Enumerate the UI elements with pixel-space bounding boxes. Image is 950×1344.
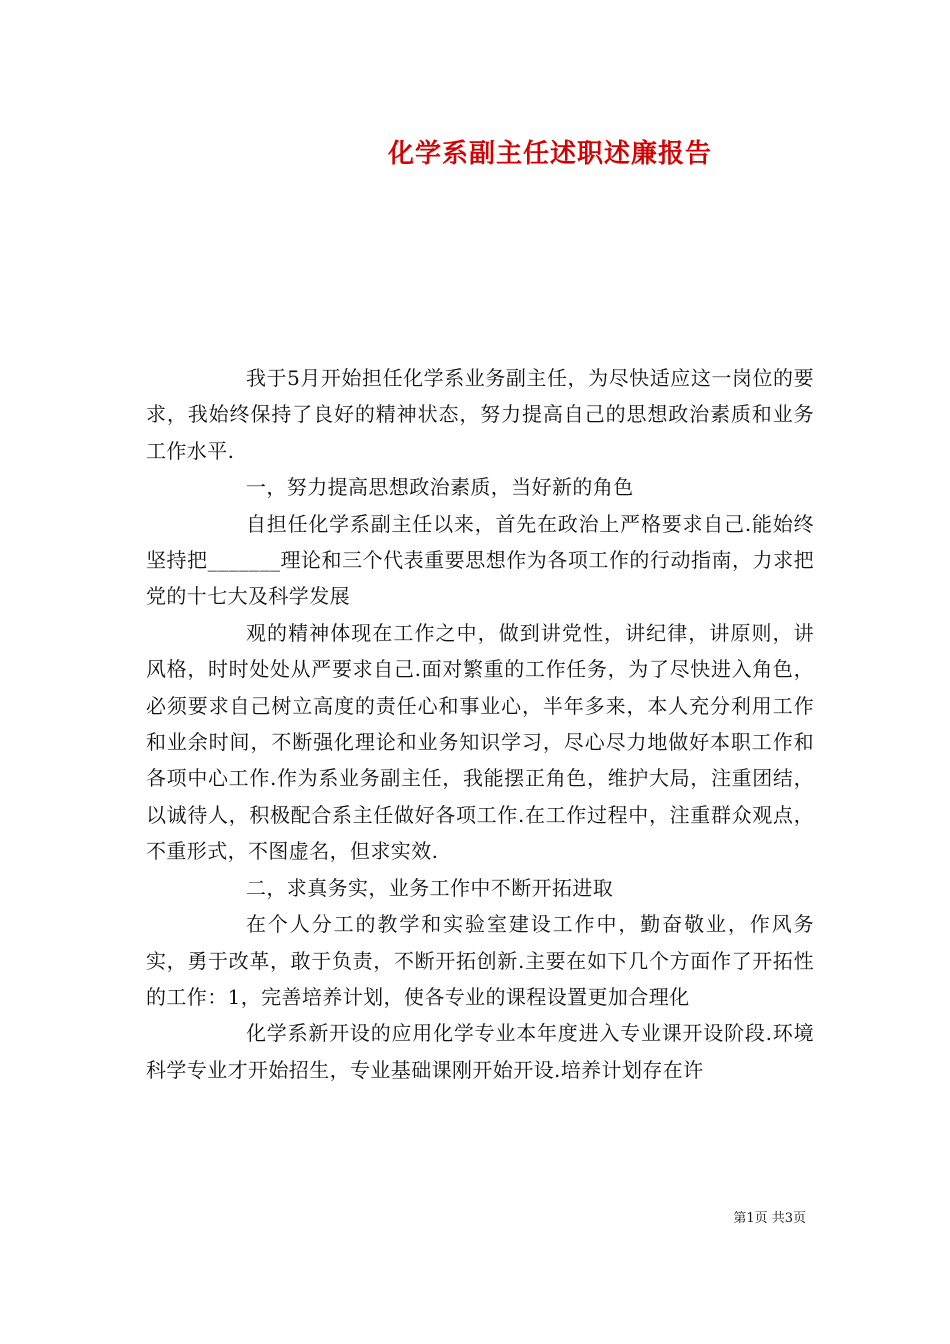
document-title: 化学系副主任述职述廉报告: [387, 139, 712, 169]
document-body: [146, 360, 814, 1088]
paragraph: 化学系新开设的应用化学专业本年度进入专业课开设阶段.环境科学专业才开始招生，专业基础课刚开始开设.培养计划存在许: [146, 1021, 814, 1082]
section-heading: 一，努力提高思想政治素质，当好新的角色: [246, 475, 634, 500]
page-number: 第1页 共3页: [733, 1211, 806, 1226]
paragraph: 在个人分工的教学和实验室建设工作中，勤奋敬业，作风务实，勇于改革，敢于负责，不断开拓创新.主要在如下几个方面作了开拓性的工作：1，完善培养计划，使各专业的课程设置更加合理化: [146, 912, 814, 1009]
paragraph: 观的精神体现在工作之中，做到讲党性，讲纪律，讲原则，讲风格，时时处处从严要求自己.面对繁重的工作任务，为了尽快进入角色，必须要求自己树立高度的责任心和事业心，半年多来，本人充分利用工作和业余时间，不断强化理论和业务知识学习，尽心尽力地做好本职工作和各项中心工作.作为系业务副主任，我能摆正角色，维护大局，注重团结，以诚待人，积极配合系主任做好各项工作.在工作过程中，注重群众观点，不重形式，不图虚名，但求实效.: [146, 620, 814, 864]
paragraph: 我于5月开始担任化学系业务副主任，为尽快适应这一岗位的要求，我始终保持了良好的精神状态，努力提高自己的思想政治素质和业务工作水平.: [146, 366, 814, 463]
paragraph: 自担任化学系副主任以来，首先在政治上严格要求自己.能始终坚持把_______理论和三个代表重要思想作为各项工作的行动指南，力求把党的十七大及科学发展: [146, 511, 814, 609]
section-heading: 二，求真务实，业务工作中不断开拓进取: [246, 875, 614, 900]
